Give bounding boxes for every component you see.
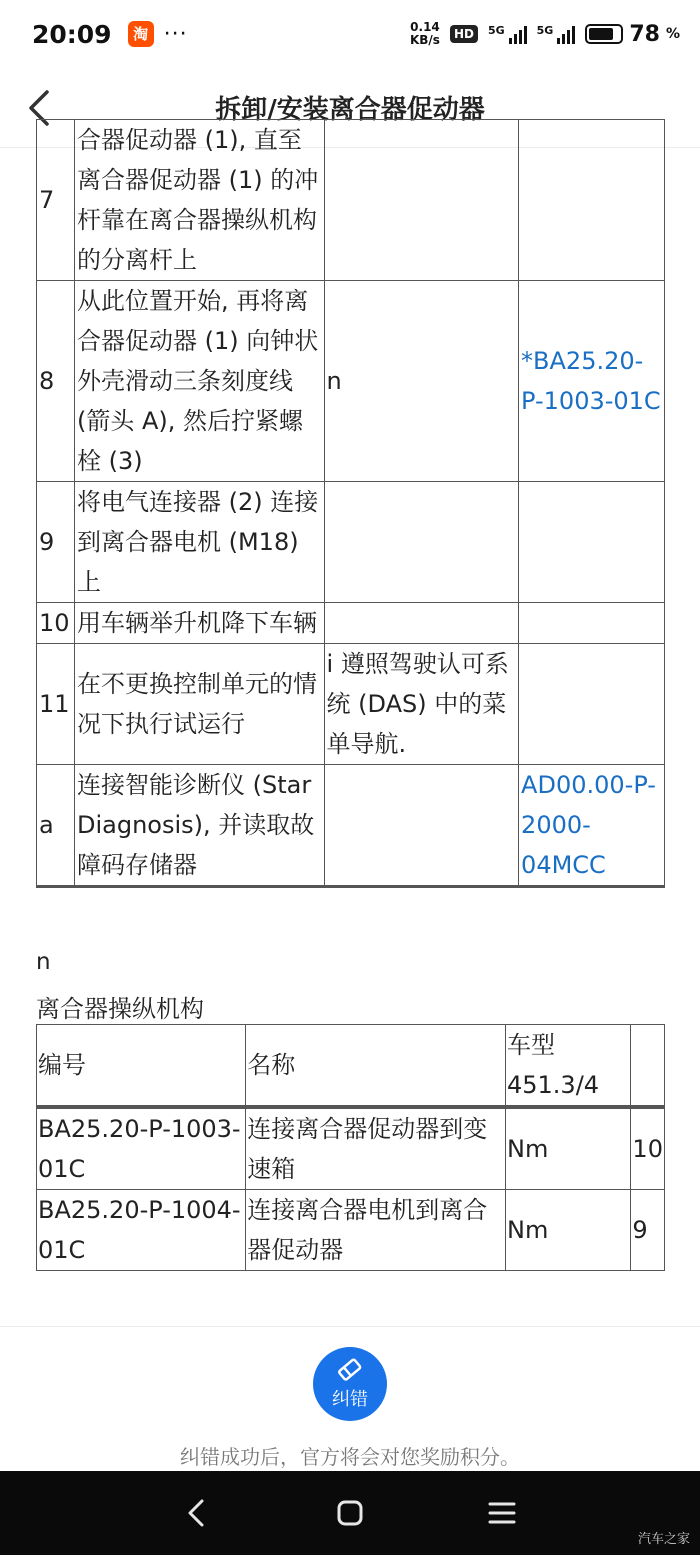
step-note [324, 765, 519, 887]
torque-value: 9 [631, 1190, 665, 1271]
document-content[interactable] [0, 126, 700, 1326]
battery-indicator [585, 22, 680, 47]
step-note [324, 120, 519, 281]
nav-menu-button[interactable] [482, 1493, 522, 1533]
step-number: 8 [37, 281, 75, 482]
table-row [37, 603, 665, 644]
battery-percent: 78 [629, 21, 660, 47]
torque-value: 10 [631, 1107, 665, 1190]
step-number: a [37, 765, 75, 887]
nav-back-icon [184, 1498, 208, 1528]
reward-note: 纠错成功后，官方将会对您奖励积分。 [180, 1445, 520, 1469]
more-notifications-icon: ··· [163, 21, 188, 47]
table-header-row [37, 1025, 665, 1108]
correct-error-label: 纠错 [332, 1389, 368, 1410]
status-indicators [410, 21, 680, 47]
nav-home-icon [336, 1499, 364, 1527]
signal-2-label: 5G [536, 24, 554, 37]
status-bar [0, 0, 700, 68]
step-action: 将电气连接器 (2) 连接到离合器电机 (M18) 上 [74, 482, 324, 603]
step-note: n [324, 281, 519, 482]
nav-home-button[interactable] [330, 1493, 370, 1533]
step-note [324, 482, 519, 603]
table-row [37, 1107, 665, 1190]
watermark: 汽车之家 [637, 1532, 690, 1547]
column-header-number: 编号 [37, 1025, 246, 1108]
torque-unit: Nm [505, 1190, 630, 1271]
column-header-model: 车型 451.3/4 [505, 1025, 630, 1108]
table-row [37, 482, 665, 603]
battery-level-fill [589, 28, 612, 40]
step-note [324, 603, 519, 644]
step-action: 在不更换控制单元的情况下执行试运行 [74, 644, 324, 765]
step-reference [519, 603, 665, 644]
torque-table [36, 1024, 665, 1271]
column-header-extra [631, 1025, 665, 1108]
signal-1-label: 5G [487, 24, 505, 37]
step-number: 10 [37, 603, 75, 644]
correct-error-button[interactable] [313, 1347, 387, 1421]
step-action: 从此位置开始, 再将离合器促动器 (1) 向钟状外壳滑动三条刻度线 (箭头 A), 然后拧紧螺栓 (3) [74, 281, 324, 482]
eraser-icon [335, 1357, 365, 1383]
table-row [37, 1190, 665, 1271]
torque-number: BA25.20-P-1004-01C [37, 1190, 246, 1271]
note-symbol: n [36, 949, 51, 975]
system-nav-bar [0, 1471, 700, 1555]
torque-unit: Nm [505, 1107, 630, 1190]
torque-number: BA25.20-P-1003-01C [37, 1107, 246, 1190]
battery-icon [585, 24, 623, 44]
network-speed [410, 21, 440, 47]
page-title: 拆卸/安装离合器促动器 [215, 95, 485, 125]
table-row [37, 120, 665, 281]
torque-name: 连接离合器电机到离合器促动器 [246, 1190, 506, 1271]
signal-strength-2-icon [537, 24, 576, 44]
section-title: 离合器操纵机构 [36, 995, 204, 1023]
battery-percent-symbol: % [665, 26, 680, 42]
step-action: 连接智能诊断仪 (Star Diagnosis), 并读取故障码存储器 [74, 765, 324, 887]
step-number: 11 [37, 644, 75, 765]
step-note: i 遵照驾驶认可系统 (DAS) 中的菜单导航. [324, 644, 519, 765]
table-row [37, 644, 665, 765]
taobao-app-icon: 淘 [128, 21, 154, 47]
step-reference [519, 482, 665, 603]
step-reference [519, 120, 665, 281]
step-reference-link[interactable]: *BA25.20-P-1003-01C [519, 281, 665, 482]
hd-voice-icon: HD [450, 25, 478, 43]
signal-strength-icon [488, 24, 527, 44]
step-reference [519, 644, 665, 765]
status-time: 20:09 [32, 19, 112, 49]
table-row [37, 765, 665, 887]
correction-panel [0, 1326, 700, 1471]
column-header-name: 名称 [246, 1025, 506, 1108]
step-reference-link[interactable]: AD00.00-P-2000-04MCC [519, 765, 665, 887]
network-speed-unit: KB/s [409, 33, 440, 47]
step-number: 7 [37, 120, 75, 281]
network-speed-value: 0.14 [410, 20, 440, 34]
procedure-steps-table [36, 119, 665, 888]
step-action: 用车辆举升机降下车辆 [74, 603, 324, 644]
table-row [37, 281, 665, 482]
torque-name: 连接离合器促动器到变速箱 [246, 1107, 506, 1190]
nav-back-button[interactable] [176, 1493, 216, 1533]
step-action: 合器促动器 (1), 直至离合器促动器 (1) 的冲杆靠在离合器操纵机构的分离杆上 [74, 120, 324, 281]
step-number: 9 [37, 482, 75, 603]
nav-menu-icon [487, 1500, 517, 1526]
